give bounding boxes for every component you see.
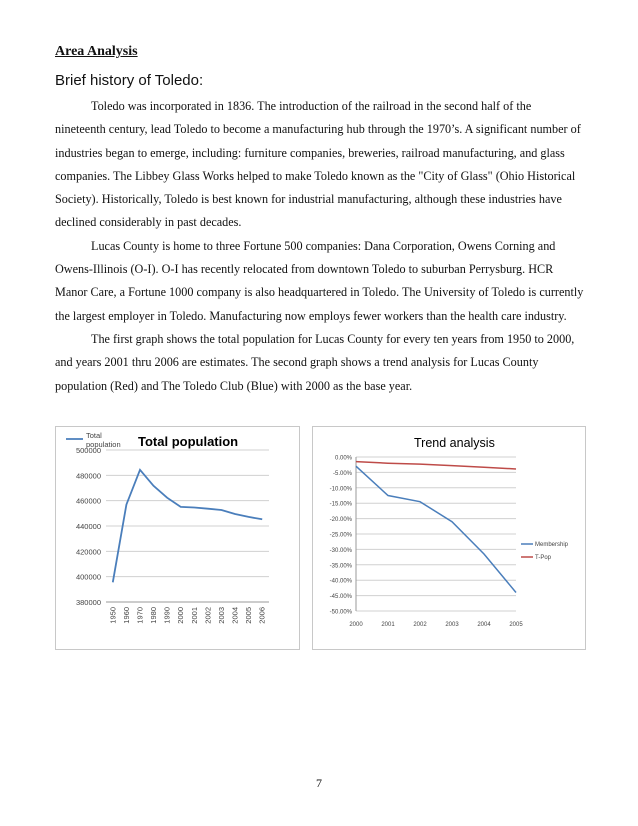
y-tick-label: 480000: [75, 471, 101, 481]
legend-label-line: Total: [86, 431, 102, 440]
page-number: 7: [316, 776, 322, 790]
x-tick-label: 2005: [244, 607, 254, 624]
total-population-chart-svg: [56, 427, 299, 649]
y-tick-label: 440000: [75, 522, 101, 531]
chart-title: Trend analysis: [414, 436, 495, 450]
x-tick-label: 1990: [162, 607, 172, 624]
legend-label-line: population: [86, 440, 121, 449]
x-tick-label: 2000: [349, 622, 363, 628]
y-tick-label: 0.00%: [334, 455, 352, 462]
x-tick-label: 2004: [230, 607, 240, 624]
x-tick-label: 1970: [135, 607, 145, 624]
legend-label: [86, 431, 121, 449]
total-population-chart: [55, 426, 300, 650]
y-tick-label: -20.00%: [329, 517, 352, 524]
section-heading: Area Analysis: [55, 44, 138, 59]
y-tick-label: 380000: [75, 598, 101, 607]
x-tick-label: 2002: [413, 622, 427, 628]
y-tick-label: -45.00%: [329, 594, 352, 601]
x-tick-label: 2001: [381, 622, 395, 628]
y-tick-label: 460000: [75, 496, 101, 506]
x-tick-label: 2000: [176, 607, 186, 624]
paragraph-companies: Lucas County is home to three Fortune 500 companies: Dana Corporation, Owens Corning and Owens-Illinois (O-I). O-I has recently relocated from downtown Toledo to suburban Perrysburg. HCR Manor Care, a Fortune 1000 company is also headquartered in Toledo. The University of Toledo is currently the largest employer in Toledo. Manufacturing now employs fewer workers than the health care industry.: [55, 238, 584, 323]
x-tick-label: 1960: [121, 607, 131, 624]
y-tick-label: -5.00%: [332, 470, 352, 477]
x-tick-label: 2004: [477, 622, 491, 628]
x-tick-label: 2006: [257, 607, 267, 624]
legend-label: Membership: [535, 542, 569, 548]
y-tick-label: -40.00%: [329, 578, 352, 585]
y-tick-label: -25.00%: [329, 532, 352, 539]
y-tick-label: 500000: [75, 446, 101, 455]
y-tick-label: -30.00%: [329, 547, 352, 554]
legend-label: T-Pop: [535, 555, 552, 561]
trend-analysis-chart-svg: [313, 427, 585, 649]
x-tick-label: 2003: [445, 622, 459, 628]
chart-title: Total population: [138, 434, 239, 449]
x-tick-label: 2005: [509, 622, 523, 628]
y-tick-label: 420000: [75, 547, 101, 557]
y-tick-label: -10.00%: [329, 486, 352, 493]
x-tick-label: 2003: [216, 607, 226, 624]
y-tick-label: 400000: [75, 572, 101, 582]
t-pop-series-line: [356, 462, 516, 469]
y-tick-label: -50.00%: [329, 609, 352, 616]
membership-series-line: [356, 466, 516, 592]
x-tick-label: 1950: [108, 607, 118, 624]
subsection-heading: Brief history of Toledo:: [55, 72, 204, 89]
trend-analysis-chart: [312, 426, 586, 650]
y-tick-label: -15.00%: [329, 501, 352, 508]
x-tick-label: 2002: [203, 607, 213, 624]
body-text: [55, 95, 585, 398]
paragraph-history: Toledo was incorporated in 1836. The introduction of the railroad in the second half of the nineteenth century, lead Toledo to become a manufacturing hub through the 1970’s. A significant number of industries began to emerge, including: furniture companies, breweries, railroad manufacturing, and glass companies. The Libbey Glass Works helped to make Toledo known as the "City of Glass" (Ohio Historical Society). Historically, Toledo is best known for industrial manufacturing, although these industries have declined considerably in past decades.: [55, 99, 581, 230]
x-tick-label: 1980: [149, 607, 159, 624]
y-tick-label: -35.00%: [329, 563, 352, 570]
x-tick-label: 2001: [189, 607, 199, 624]
paragraph-graphs: The first graph shows the total population for Lucas County for every ten years from 1950 to 2000, and years 2001 thru 2006 are estimates. The second graph shows a trend analysis for Lucas County population (Red) and The Toledo Club (Blue) with 2000 as the base year.: [55, 331, 575, 393]
